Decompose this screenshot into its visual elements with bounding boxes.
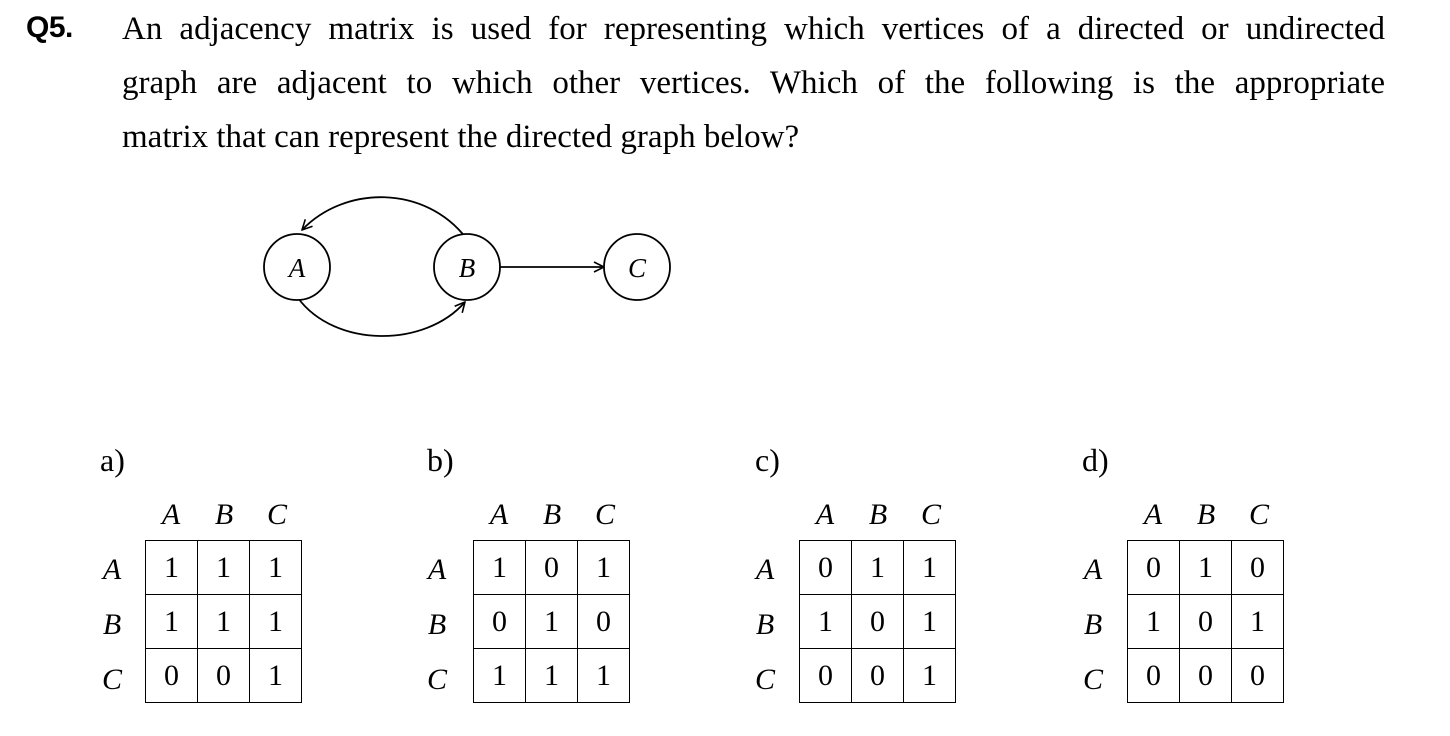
matrix-cell: 0 [146,649,198,703]
row-header: A [427,553,447,586]
row-header: B [427,608,447,641]
row-header: B [1083,608,1103,641]
matrix-cell: 1 [578,649,630,703]
matrix-cell: 1 [198,541,250,595]
option-d-label: d) [1082,442,1109,478]
matrix-cell: 1 [526,649,578,703]
matrix-cell: 0 [852,595,904,649]
matrix-cell: 1 [800,595,852,649]
matrix-cell: 1 [250,541,302,595]
question-text-line-1: An adjacency matrix is used for representing which vertices of a directed or undirected [122,11,1385,47]
node-a-label: A [288,253,306,283]
matrix-cell: 1 [904,541,956,595]
matrix-cell: 0 [852,649,904,703]
matrix-cell: 0 [800,649,852,703]
column-header: C [594,498,615,531]
matrix-cell: 1 [1128,595,1180,649]
matrix-cell: 1 [904,649,956,703]
matrix-cell: 1 [474,541,526,595]
edge-a-to-b [298,298,465,336]
row-header: C [754,663,775,696]
column-header: B [542,498,562,531]
row-header: C [426,663,447,696]
matrix-cell: 1 [578,541,630,595]
row-header: A [755,553,775,586]
column-header: B [1196,498,1216,531]
matrix-cell: 1 [146,595,198,649]
row-header: A [102,553,122,586]
matrix-cell: 0 [1128,541,1180,595]
matrix-d [1127,540,1284,703]
option-c-label: c) [755,442,780,478]
column-header: A [815,498,835,531]
matrix-cell: 0 [1232,541,1284,595]
node-c-label: C [627,253,647,283]
matrix-cell: 0 [526,541,578,595]
node-b-label: B [458,253,476,283]
matrix-cell: 1 [526,595,578,649]
column-header: C [920,498,941,531]
matrix-cell: 1 [198,595,250,649]
question-text-line-2: graph are adjacent to which other vertices. Which of the following is the appropriate [122,65,1385,101]
matrix-b [473,540,630,703]
matrix-cell: 1 [1232,595,1284,649]
question-number: Q5. [26,11,73,44]
matrix-cell: 1 [852,541,904,595]
matrix-a [145,540,302,703]
row-header: B [102,608,122,641]
matrix-cell: 0 [1180,649,1232,703]
row-header: B [755,608,775,641]
matrix-cell: 0 [474,595,526,649]
row-header: C [1082,663,1103,696]
matrix-cell: 0 [1128,649,1180,703]
matrix-c [799,540,956,703]
matrix-cell: 1 [474,649,526,703]
column-header: B [868,498,888,531]
column-header: A [489,498,509,531]
option-a-label: a) [100,442,125,478]
matrix-cell: 0 [800,541,852,595]
question-text-line-3: matrix that can represent the directed graph below? [122,119,800,155]
directed-graph [250,190,690,350]
matrix-cell: 0 [1232,649,1284,703]
matrix-cell: 0 [578,595,630,649]
column-header: A [161,498,181,531]
matrix-cell: 1 [146,541,198,595]
matrix-cell: 0 [1180,595,1232,649]
option-b-label: b) [427,442,454,478]
column-header: C [1248,498,1269,531]
edge-b-to-a [302,197,466,238]
matrix-cell: 1 [250,649,302,703]
row-header: A [1083,553,1103,586]
column-header: A [1143,498,1163,531]
matrix-cell: 1 [904,595,956,649]
column-header: B [214,498,234,531]
matrix-cell: 1 [1180,541,1232,595]
matrix-cell: 0 [198,649,250,703]
matrix-cell: 1 [250,595,302,649]
row-header: C [101,663,122,696]
column-header: C [266,498,287,531]
